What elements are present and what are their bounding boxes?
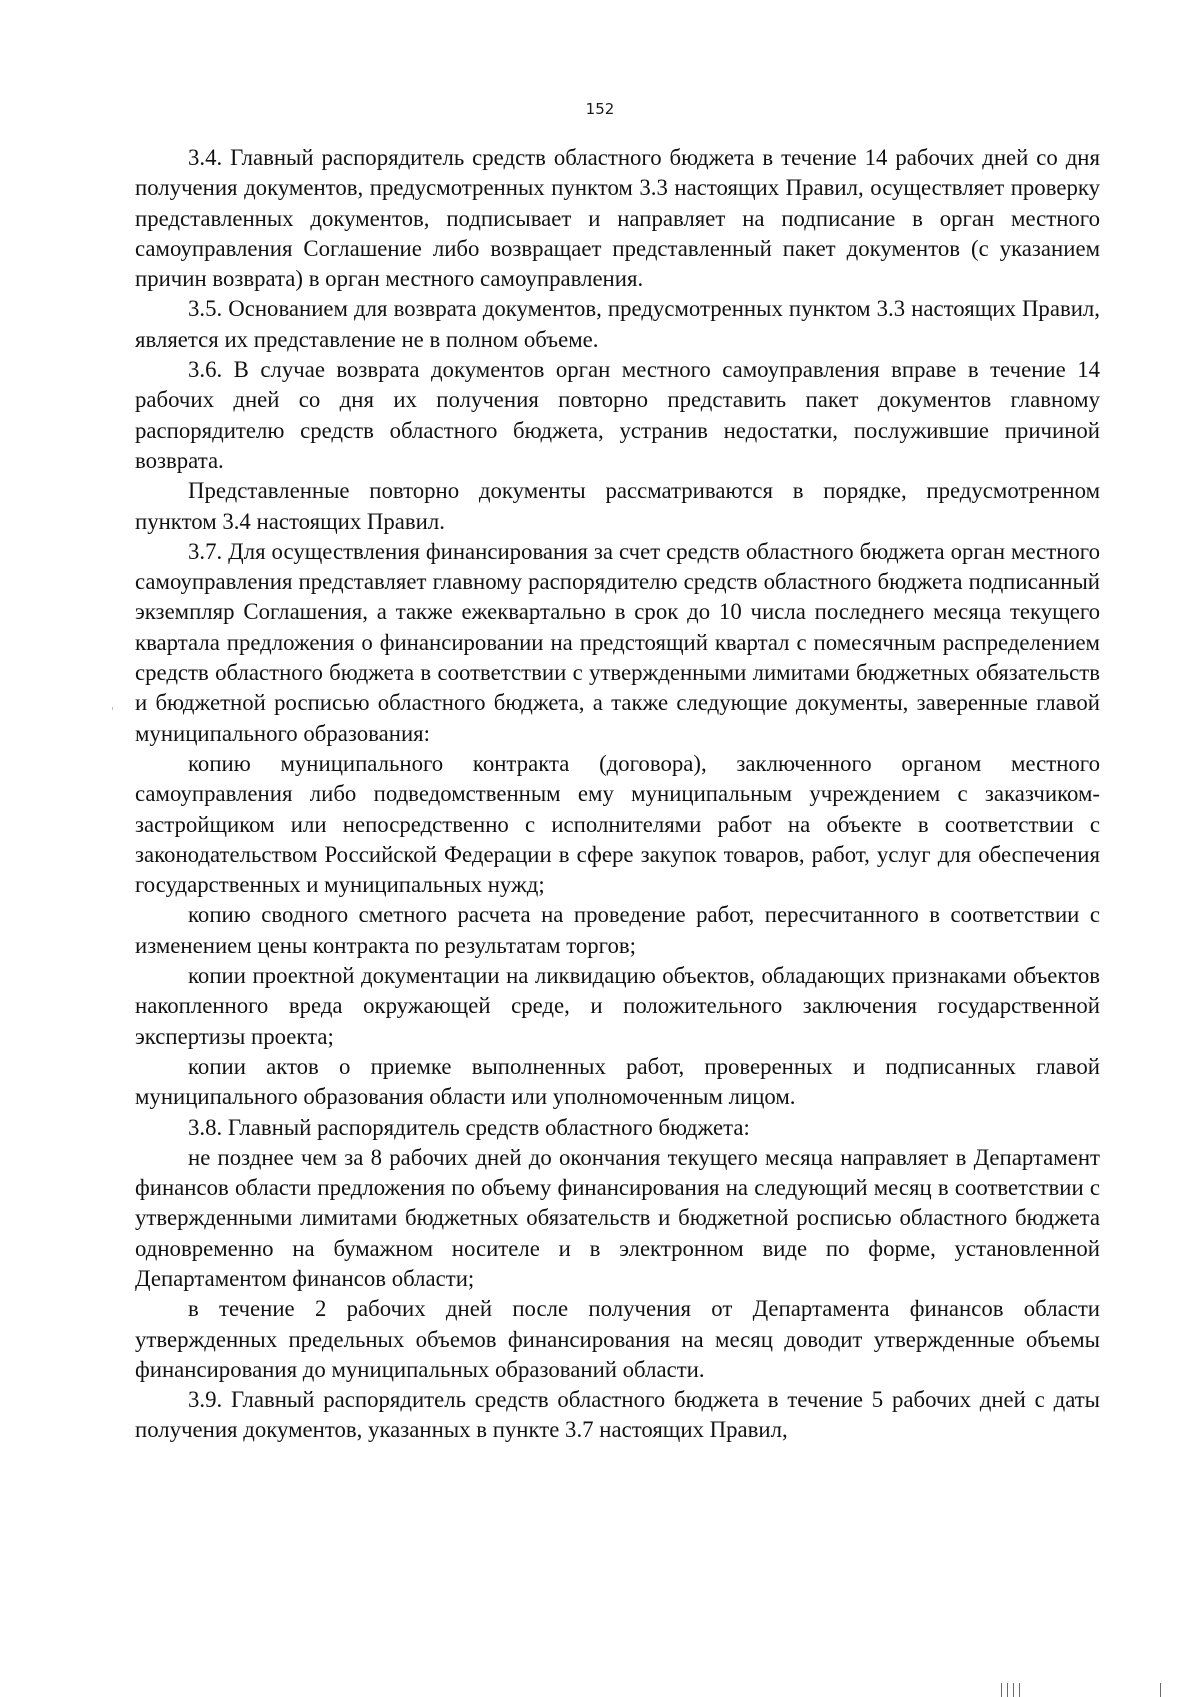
paragraph-3-8: 3.8. Главный распорядитель средств областного бюджета:	[188, 1114, 750, 1140]
list-item-acceptance-acts: копии актов о приемке выполненных работ, проверенных и подписанных главой муниципального образования области или уполномоченным лицом.	[135, 1053, 1100, 1110]
paragraph-3-9: 3.9. Главный распорядитель средств областного бюджета в течение 5 рабочих дней с даты получения документов, указанных в пункте 3.7 настоящих Правил,	[135, 1387, 1100, 1443]
paragraph-3-4: 3.4. Главный распорядитель средств областного бюджета в течение 14 рабочих дней со дня получения документов, предусмотренных пунктом 3.3 настоящих Правил, осуществляет проверку представленных документов, подписывает и направляет на подписание в орган местного самоуправления Соглашение либо возвращает представленный пакет документов (с указанием причин возврата) в орган местного самоуправления.	[135, 145, 1100, 292]
list-item-project-docs: копии проектной документации на ликвидацию объектов, обладающих признаками объектов накопленного вреда окружающей среде, и положительного заключения государственной экспертизы проекта;	[135, 963, 1100, 1049]
scan-edge-mark	[1007, 1683, 1008, 1697]
document-body	[135, 143, 1100, 1446]
list-item-financing-proposals: не позднее чем за 8 рабочих дней до окончания текущего месяца направляет в Департамент финансов области предложения по объему финансирования на следующий месяц в соответствии с утвержденными лимитами бюджетных обязательств и бюджетной росписью областного бюджета одновременно на бумажном носителе и в электронном виде по форме, установленной Департаментом финансов области;	[135, 1144, 1100, 1291]
scan-mark	[112, 707, 113, 710]
scan-edge-mark	[1001, 1683, 1002, 1697]
scan-edge-mark	[1013, 1683, 1014, 1697]
scan-edge-mark	[1160, 1683, 1161, 1697]
list-item-estimate-copy: копию сводного сметного расчета на проведение работ, пересчитанного в соответствии с изменением цены контракта по результатам торгов;	[135, 902, 1100, 958]
list-item-financing-limits: в течение 2 рабочих дней после получения от Департамента финансов области утвержденных предельных объемов финансирования на месяц доводит утвержденные объемы финансирования до муниципальных образований области.	[135, 1296, 1100, 1382]
list-item-contract-copy: копию муниципального контракта (договора), заключенного органом местного самоуправления либо подведомственным ему муниципальным учреждением с заказчиком-застройщиком или непосредственно с исполнителями работ на объекте в соответствии с законодательством Российской Федерации в сфере закупок товаров, работ, услуг для обеспечения государственных и муниципальных нужд;	[135, 750, 1100, 898]
scan-edge-mark	[1019, 1683, 1020, 1697]
paragraph-3-6: 3.6. В случае возврата документов орган местного самоуправления вправе в течение 14 рабочих дней со дня их получения повторно представить пакет документов главному распорядителю средств областного бюджета, устранив недостатки, послужившие причиной возврата.	[135, 357, 1100, 473]
paragraph-resubmission: Представленные повторно документы рассматриваются в порядке, предусмотренном пунктом 3.4 настоящих Правил.	[135, 478, 1100, 534]
paragraph-3-5: 3.5. Основанием для возврата документов, предусмотренных пунктом 3.3 настоящих Правил, является их представление не в полном объеме.	[135, 296, 1100, 352]
page-number: 152	[585, 100, 615, 118]
paragraph-3-7: 3.7. Для осуществления финансирования за счет средств областного бюджета орган местного самоуправления представляет главному распорядителю средств областного бюджета подписанный экземпляр Соглашения, а также ежеквартально в срок до 10 числа последнего месяца текущего квартала предложения о финансировании на предстоящий квартал с помесячным распределением средств областного бюджета в соответствии с утвержденными лимитами бюджетных обязательств и бюджетной росписью областного бюджета, а также следующие документы, заверенные главой муниципального образования:	[135, 538, 1100, 746]
